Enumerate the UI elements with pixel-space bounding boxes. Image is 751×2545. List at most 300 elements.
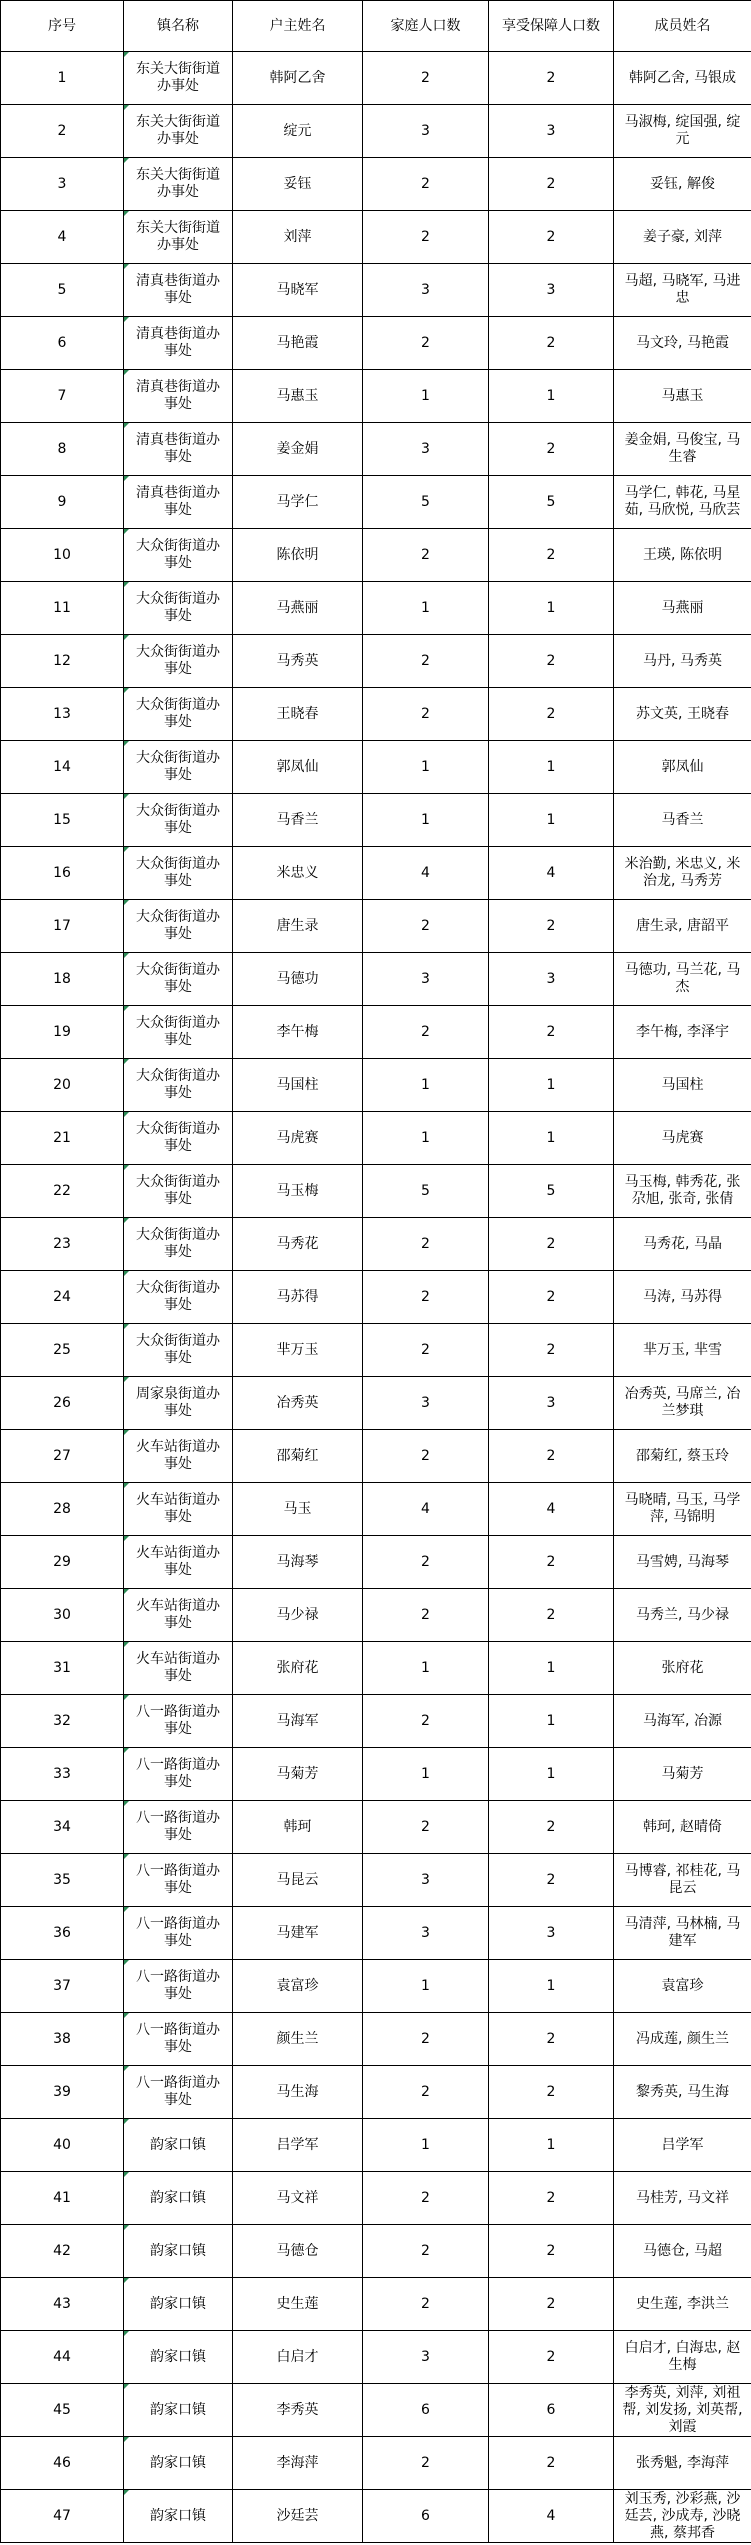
householder-name-cell: 马燕丽 — [233, 582, 363, 635]
householder-name-cell: 马虎赛 — [233, 1112, 363, 1165]
covered-count-cell: 2 — [489, 1271, 614, 1324]
member-names-cell: 马惠玉 — [614, 370, 751, 423]
householder-name-cell: 王晓春 — [233, 688, 363, 741]
householder-name-cell: 马文祥 — [233, 2172, 363, 2225]
covered-count-cell: 3 — [489, 264, 614, 317]
family-size-cell: 2 — [363, 2066, 489, 2119]
family-size-cell: 2 — [363, 1589, 489, 1642]
member-names-cell: 李午梅, 李泽宇 — [614, 1006, 751, 1059]
member-names-cell: 李秀英, 刘萍, 刘祖帮, 刘发扬, 刘英帮, 刘霞 — [614, 2384, 751, 2437]
table-row — [1, 1801, 751, 1854]
covered-count-cell: 2 — [489, 2331, 614, 2384]
table-row — [1, 1854, 751, 1907]
member-names-cell: 马德功, 马兰花, 马杰 — [614, 953, 751, 1006]
serial-number-cell: 47 — [1, 2490, 124, 2543]
householder-name-cell: 马生海 — [233, 2066, 363, 2119]
member-names-cell: 马香兰 — [614, 794, 751, 847]
householder-name-cell: 马德仓 — [233, 2225, 363, 2278]
family-size-cell: 1 — [363, 370, 489, 423]
family-size-cell: 3 — [363, 423, 489, 476]
family-size-cell: 1 — [363, 2119, 489, 2172]
covered-count-cell: 2 — [489, 2437, 614, 2490]
town-name-cell: 八一路街道办事处 — [124, 1748, 233, 1801]
table-row — [1, 2225, 751, 2278]
serial-number-cell: 44 — [1, 2331, 124, 2384]
covered-count-cell: 2 — [489, 2225, 614, 2278]
table-row — [1, 635, 751, 688]
householder-name-cell: 马建军 — [233, 1907, 363, 1960]
member-names-cell: 张秀魁, 李海萍 — [614, 2437, 751, 2490]
family-size-cell: 5 — [363, 1165, 489, 1218]
covered-count-cell: 2 — [489, 2278, 614, 2331]
table-row — [1, 264, 751, 317]
family-size-cell: 2 — [363, 211, 489, 264]
serial-number-cell: 7 — [1, 370, 124, 423]
covered-count-cell: 2 — [489, 52, 614, 105]
member-names-cell: 马桂芳, 马文祥 — [614, 2172, 751, 2225]
serial-number-cell: 24 — [1, 1271, 124, 1324]
serial-number-cell: 46 — [1, 2437, 124, 2490]
town-name-cell: 火车站街道办事处 — [124, 1536, 233, 1589]
member-names-cell: 韩珂, 赵晴倚 — [614, 1801, 751, 1854]
table-row — [1, 1483, 751, 1536]
family-size-cell: 2 — [363, 1324, 489, 1377]
serial-number-cell: 21 — [1, 1112, 124, 1165]
covered-count-cell: 2 — [489, 688, 614, 741]
covered-count-cell: 2 — [489, 635, 614, 688]
serial-number-cell: 14 — [1, 741, 124, 794]
family-size-cell: 1 — [363, 794, 489, 847]
serial-number-cell: 25 — [1, 1324, 124, 1377]
family-size-cell: 6 — [363, 2384, 489, 2437]
covered-count-cell: 2 — [489, 2013, 614, 2066]
family-size-cell: 4 — [363, 1483, 489, 1536]
householder-name-cell: 张府花 — [233, 1642, 363, 1695]
householder-name-cell: 马学仁 — [233, 476, 363, 529]
householder-name-cell: 马晓军 — [233, 264, 363, 317]
covered-count-cell: 2 — [489, 158, 614, 211]
town-name-cell: 大众街街道办事处 — [124, 794, 233, 847]
covered-count-cell: 1 — [489, 2119, 614, 2172]
householder-name-cell: 马海琴 — [233, 1536, 363, 1589]
member-names-cell: 白启才, 白海忠, 赵生梅 — [614, 2331, 751, 2384]
table-row — [1, 794, 751, 847]
member-names-cell: 冯成莲, 颜生兰 — [614, 2013, 751, 2066]
family-size-cell: 2 — [363, 1271, 489, 1324]
member-names-cell: 马秀兰, 马少禄 — [614, 1589, 751, 1642]
serial-number-cell: 38 — [1, 2013, 124, 2066]
covered-count-cell: 2 — [489, 1430, 614, 1483]
family-size-cell: 2 — [363, 635, 489, 688]
covered-count-cell: 1 — [489, 741, 614, 794]
covered-count-cell: 2 — [489, 2172, 614, 2225]
town-name-cell: 八一路街道办事处 — [124, 2013, 233, 2066]
householder-name-cell: 李午梅 — [233, 1006, 363, 1059]
town-name-cell: 大众街街道办事处 — [124, 1006, 233, 1059]
covered-count-cell: 1 — [489, 1059, 614, 1112]
town-name-cell: 大众街街道办事处 — [124, 741, 233, 794]
table-row — [1, 317, 751, 370]
town-name-cell: 大众街街道办事处 — [124, 582, 233, 635]
town-name-cell: 八一路街道办事处 — [124, 1960, 233, 2013]
member-names-cell: 马博睿, 祁桂花, 马昆云 — [614, 1854, 751, 1907]
town-name-cell: 大众街街道办事处 — [124, 953, 233, 1006]
covered-count-cell: 2 — [489, 317, 614, 370]
table-row — [1, 2490, 751, 2543]
member-names-cell: 唐生录, 唐韶平 — [614, 900, 751, 953]
family-size-cell: 1 — [363, 1112, 489, 1165]
table-row — [1, 953, 751, 1006]
serial-number-cell: 2 — [1, 105, 124, 158]
member-names-cell: 米治勤, 米忠义, 米治龙, 马秀芳 — [614, 847, 751, 900]
family-size-cell: 2 — [363, 1801, 489, 1854]
town-name-cell: 大众街街道办事处 — [124, 1165, 233, 1218]
table-row — [1, 1589, 751, 1642]
table-row — [1, 2066, 751, 2119]
covered-count-cell: 2 — [489, 1854, 614, 1907]
table-row — [1, 688, 751, 741]
family-size-cell: 2 — [363, 2172, 489, 2225]
table-row — [1, 2437, 751, 2490]
town-name-cell: 大众街街道办事处 — [124, 1059, 233, 1112]
family-size-cell: 2 — [363, 2278, 489, 2331]
town-name-cell: 清真巷街道办事处 — [124, 317, 233, 370]
family-size-cell: 1 — [363, 1748, 489, 1801]
serial-number-cell: 39 — [1, 2066, 124, 2119]
serial-number-cell: 9 — [1, 476, 124, 529]
family-size-cell: 2 — [363, 529, 489, 582]
town-name-cell: 韵家口镇 — [124, 2490, 233, 2543]
covered-count-cell: 5 — [489, 1165, 614, 1218]
serial-number-cell: 27 — [1, 1430, 124, 1483]
town-name-cell: 大众街街道办事处 — [124, 1112, 233, 1165]
member-names-cell: 刘玉秀, 沙彩燕, 沙廷芸, 沙成寿, 沙晓燕, 蔡邦香 — [614, 2490, 751, 2543]
householder-name-cell: 马秀英 — [233, 635, 363, 688]
serial-number-cell: 19 — [1, 1006, 124, 1059]
covered-count-cell: 4 — [489, 847, 614, 900]
member-names-cell: 吕学军 — [614, 2119, 751, 2172]
covered-count-cell: 3 — [489, 105, 614, 158]
table-row — [1, 1536, 751, 1589]
family-size-cell: 2 — [363, 1695, 489, 1748]
member-names-cell: 马雪娉, 马海琴 — [614, 1536, 751, 1589]
family-size-cell: 2 — [363, 1006, 489, 1059]
serial-number-cell: 45 — [1, 2384, 124, 2437]
family-size-cell: 4 — [363, 847, 489, 900]
table-row — [1, 211, 751, 264]
householder-name-cell: 马玉 — [233, 1483, 363, 1536]
family-size-cell: 3 — [363, 1907, 489, 1960]
family-size-cell: 2 — [363, 1218, 489, 1271]
member-names-cell: 韩阿乙舍, 马银成 — [614, 52, 751, 105]
table-row — [1, 1112, 751, 1165]
town-name-cell: 韵家口镇 — [124, 2119, 233, 2172]
member-names-cell: 马德仓, 马超 — [614, 2225, 751, 2278]
member-names-cell: 马涛, 马苏得 — [614, 1271, 751, 1324]
family-size-cell: 3 — [363, 953, 489, 1006]
member-names-cell: 邵菊红, 蔡玉玲 — [614, 1430, 751, 1483]
serial-number-cell: 6 — [1, 317, 124, 370]
table-row — [1, 1218, 751, 1271]
member-names-cell: 马淑梅, 绽国强, 绽元 — [614, 105, 751, 158]
member-names-cell: 姜子豪, 刘萍 — [614, 211, 751, 264]
town-name-cell: 东关大街街道办事处 — [124, 52, 233, 105]
family-size-cell: 1 — [363, 741, 489, 794]
covered-count-cell: 3 — [489, 1907, 614, 1960]
covered-count-cell: 2 — [489, 1589, 614, 1642]
covered-count-cell: 1 — [489, 1642, 614, 1695]
table-row — [1, 370, 751, 423]
serial-number-cell: 18 — [1, 953, 124, 1006]
member-names-cell: 马清萍, 马林楠, 马建军 — [614, 1907, 751, 1960]
covered-count-cell: 3 — [489, 953, 614, 1006]
table-row — [1, 105, 751, 158]
table-row — [1, 1960, 751, 2013]
family-size-cell: 3 — [363, 1854, 489, 1907]
householder-name-cell: 吕学军 — [233, 2119, 363, 2172]
householder-name-cell: 马惠玉 — [233, 370, 363, 423]
town-name-cell: 韵家口镇 — [124, 2225, 233, 2278]
serial-number-cell: 22 — [1, 1165, 124, 1218]
householder-name-cell: 郭凤仙 — [233, 741, 363, 794]
householder-name-cell: 刘萍 — [233, 211, 363, 264]
member-names-cell: 张府花 — [614, 1642, 751, 1695]
town-name-cell: 大众街街道办事处 — [124, 1218, 233, 1271]
family-size-cell: 1 — [363, 1059, 489, 1112]
serial-number-cell: 41 — [1, 2172, 124, 2225]
householder-name-cell: 马菊芳 — [233, 1748, 363, 1801]
householder-name-cell: 马少禄 — [233, 1589, 363, 1642]
member-names-cell: 马国柱 — [614, 1059, 751, 1112]
householder-name-cell: 马玉梅 — [233, 1165, 363, 1218]
town-name-cell: 东关大街街道办事处 — [124, 211, 233, 264]
serial-number-cell: 43 — [1, 2278, 124, 2331]
householder-name-cell: 韩阿乙舍 — [233, 52, 363, 105]
covered-count-cell: 2 — [489, 1006, 614, 1059]
serial-number-cell: 37 — [1, 1960, 124, 2013]
member-names-cell: 苏文英, 王晓春 — [614, 688, 751, 741]
table-row — [1, 1006, 751, 1059]
householder-name-cell: 沙廷芸 — [233, 2490, 363, 2543]
serial-number-cell: 40 — [1, 2119, 124, 2172]
table-row — [1, 476, 751, 529]
householder-name-cell: 史生莲 — [233, 2278, 363, 2331]
serial-number-cell: 34 — [1, 1801, 124, 1854]
town-name-cell: 八一路街道办事处 — [124, 1801, 233, 1854]
header-cell: 户主姓名 — [233, 1, 363, 52]
serial-number-cell: 3 — [1, 158, 124, 211]
town-name-cell: 清真巷街道办事处 — [124, 370, 233, 423]
family-size-cell: 3 — [363, 1377, 489, 1430]
table-row — [1, 1059, 751, 1112]
table-row — [1, 529, 751, 582]
covered-count-cell: 2 — [489, 529, 614, 582]
header-cell: 享受保障人口数 — [489, 1, 614, 52]
member-names-cell: 王瑛, 陈依明 — [614, 529, 751, 582]
serial-number-cell: 20 — [1, 1059, 124, 1112]
covered-count-cell: 2 — [489, 211, 614, 264]
town-name-cell: 大众街街道办事处 — [124, 529, 233, 582]
town-name-cell: 东关大街街道办事处 — [124, 105, 233, 158]
householder-name-cell: 韩珂 — [233, 1801, 363, 1854]
householder-name-cell: 马香兰 — [233, 794, 363, 847]
family-size-cell: 2 — [363, 2225, 489, 2278]
town-name-cell: 韵家口镇 — [124, 2278, 233, 2331]
member-names-cell: 郭凤仙 — [614, 741, 751, 794]
member-names-cell: 马学仁, 韩花, 马星茹, 马欣悦, 马欣芸 — [614, 476, 751, 529]
member-names-cell: 马燕丽 — [614, 582, 751, 635]
covered-count-cell: 2 — [489, 1324, 614, 1377]
town-name-cell: 韵家口镇 — [124, 2172, 233, 2225]
member-names-cell: 马丹, 马秀英 — [614, 635, 751, 688]
serial-number-cell: 42 — [1, 2225, 124, 2278]
town-name-cell: 大众街街道办事处 — [124, 1271, 233, 1324]
member-names-cell: 袁富珍 — [614, 1960, 751, 2013]
covered-count-cell: 1 — [489, 794, 614, 847]
town-name-cell: 韵家口镇 — [124, 2437, 233, 2490]
serial-number-cell: 10 — [1, 529, 124, 582]
header-cell: 镇名称 — [124, 1, 233, 52]
table-row — [1, 582, 751, 635]
covered-count-cell: 3 — [489, 1377, 614, 1430]
member-names-cell: 芈万玉, 芈雪 — [614, 1324, 751, 1377]
serial-number-cell: 36 — [1, 1907, 124, 1960]
serial-number-cell: 17 — [1, 900, 124, 953]
family-size-cell: 2 — [363, 1536, 489, 1589]
householder-name-cell: 马秀花 — [233, 1218, 363, 1271]
serial-number-cell: 29 — [1, 1536, 124, 1589]
householder-name-cell: 马国柱 — [233, 1059, 363, 1112]
table-row — [1, 1324, 751, 1377]
serial-number-cell: 16 — [1, 847, 124, 900]
member-names-cell: 马菊芳 — [614, 1748, 751, 1801]
householder-name-cell: 李秀英 — [233, 2384, 363, 2437]
town-name-cell: 大众街街道办事处 — [124, 900, 233, 953]
family-size-cell: 2 — [363, 52, 489, 105]
table-row — [1, 1748, 751, 1801]
town-name-cell: 大众街街道办事处 — [124, 688, 233, 741]
householder-name-cell: 唐生录 — [233, 900, 363, 953]
member-names-cell: 冶秀英, 马席兰, 冶兰梦琪 — [614, 1377, 751, 1430]
serial-number-cell: 32 — [1, 1695, 124, 1748]
family-size-cell: 1 — [363, 1642, 489, 1695]
covered-count-cell: 1 — [489, 1960, 614, 2013]
covered-count-cell: 2 — [489, 1536, 614, 1589]
serial-number-cell: 11 — [1, 582, 124, 635]
householder-name-cell: 邵菊红 — [233, 1430, 363, 1483]
family-size-cell: 2 — [363, 2013, 489, 2066]
table-row — [1, 1642, 751, 1695]
covered-count-cell: 4 — [489, 1483, 614, 1536]
town-name-cell: 火车站街道办事处 — [124, 1430, 233, 1483]
householder-name-cell: 妥钰 — [233, 158, 363, 211]
header-cell: 家庭人口数 — [363, 1, 489, 52]
householder-name-cell: 马海军 — [233, 1695, 363, 1748]
covered-count-cell: 2 — [489, 423, 614, 476]
town-name-cell: 八一路街道办事处 — [124, 1854, 233, 1907]
member-names-cell: 马晓晴, 马玉, 马学萍, 马锦明 — [614, 1483, 751, 1536]
serial-number-cell: 15 — [1, 794, 124, 847]
family-size-cell: 3 — [363, 105, 489, 158]
covered-count-cell: 1 — [489, 370, 614, 423]
member-names-cell: 马虎赛 — [614, 1112, 751, 1165]
householder-name-cell: 李海萍 — [233, 2437, 363, 2490]
table-row — [1, 2172, 751, 2225]
town-name-cell: 火车站街道办事处 — [124, 1589, 233, 1642]
member-names-cell: 马玉梅, 韩秀花, 张尕旭, 张奇, 张倩 — [614, 1165, 751, 1218]
serial-number-cell: 4 — [1, 211, 124, 264]
householder-name-cell: 马德功 — [233, 953, 363, 1006]
member-names-cell: 黎秀英, 马生海 — [614, 2066, 751, 2119]
covered-count-cell: 5 — [489, 476, 614, 529]
table-row — [1, 2013, 751, 2066]
table-row — [1, 1377, 751, 1430]
covered-count-cell: 4 — [489, 2490, 614, 2543]
table-row — [1, 1271, 751, 1324]
town-name-cell: 八一路街道办事处 — [124, 2066, 233, 2119]
table-row — [1, 423, 751, 476]
town-name-cell: 周家泉街道办事处 — [124, 1377, 233, 1430]
covered-count-cell: 2 — [489, 1801, 614, 1854]
town-name-cell: 清真巷街道办事处 — [124, 423, 233, 476]
town-name-cell: 韵家口镇 — [124, 2331, 233, 2384]
family-size-cell: 3 — [363, 264, 489, 317]
table-row — [1, 900, 751, 953]
family-size-cell: 1 — [363, 582, 489, 635]
town-name-cell: 清真巷街道办事处 — [124, 264, 233, 317]
householder-name-cell: 马艳霞 — [233, 317, 363, 370]
serial-number-cell: 1 — [1, 52, 124, 105]
header-row — [1, 1, 751, 52]
serial-number-cell: 13 — [1, 688, 124, 741]
serial-number-cell: 12 — [1, 635, 124, 688]
family-size-cell: 3 — [363, 2331, 489, 2384]
member-names-cell: 姜金娟, 马俊宝, 马生睿 — [614, 423, 751, 476]
town-name-cell: 火车站街道办事处 — [124, 1483, 233, 1536]
table-row — [1, 741, 751, 794]
covered-count-cell: 2 — [489, 900, 614, 953]
householder-name-cell: 陈依明 — [233, 529, 363, 582]
town-name-cell: 大众街街道办事处 — [124, 1324, 233, 1377]
covered-count-cell: 6 — [489, 2384, 614, 2437]
family-size-cell: 5 — [363, 476, 489, 529]
table-row — [1, 2384, 751, 2437]
householder-name-cell: 袁富珍 — [233, 1960, 363, 2013]
town-name-cell: 大众街街道办事处 — [124, 847, 233, 900]
householder-name-cell: 米忠义 — [233, 847, 363, 900]
covered-count-cell: 1 — [489, 1112, 614, 1165]
serial-number-cell: 5 — [1, 264, 124, 317]
table-body — [1, 52, 751, 2543]
town-name-cell: 八一路街道办事处 — [124, 1907, 233, 1960]
family-size-cell: 2 — [363, 317, 489, 370]
table-row — [1, 1695, 751, 1748]
family-size-cell: 6 — [363, 2490, 489, 2543]
town-name-cell: 清真巷街道办事处 — [124, 476, 233, 529]
family-size-cell: 2 — [363, 688, 489, 741]
family-size-cell: 1 — [363, 1960, 489, 2013]
table-row — [1, 1907, 751, 1960]
table-row — [1, 2331, 751, 2384]
serial-number-cell: 23 — [1, 1218, 124, 1271]
serial-number-cell: 26 — [1, 1377, 124, 1430]
family-size-cell: 2 — [363, 2437, 489, 2490]
covered-count-cell: 1 — [489, 582, 614, 635]
town-name-cell: 大众街街道办事处 — [124, 635, 233, 688]
town-name-cell: 火车站街道办事处 — [124, 1642, 233, 1695]
member-names-cell: 马超, 马晓军, 马进忠 — [614, 264, 751, 317]
table-row — [1, 1165, 751, 1218]
